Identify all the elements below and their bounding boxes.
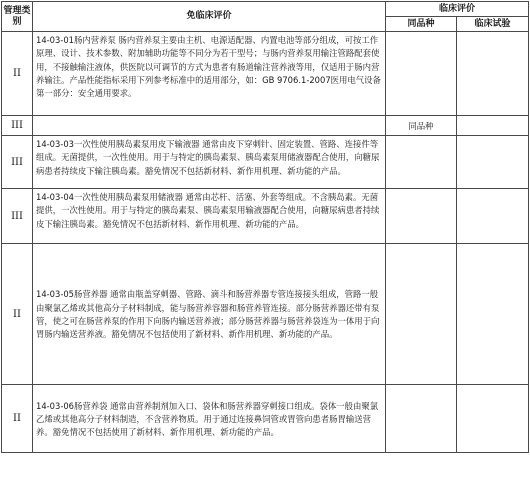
header-category: 管理类别 <box>2 2 33 32</box>
row-category: II <box>2 244 33 385</box>
exemption-table <box>1 1 529 453</box>
row-description: 14-03-01肠内营养泵 肠内营养泵主要由主机、电源适配器、内置电池等部分组成，可按工作原理、设计、技术参数、附加辅助功能等不同分为若干型号；与肠内营养泵用输注管路配套使用，不接触输注液体，供医院以可调节的方式为患者有肠道输注营养液等用，仅适用于肠内营养输注。产品性能指标采用下列参考标准中的适用部分，如：GB 9706.1-2007医用电气设备 第一部分：安全通用要求。 <box>33 32 386 116</box>
row-same-variety <box>386 189 457 244</box>
header-trial: 临床试验 <box>457 17 529 32</box>
row-trial <box>457 244 529 385</box>
table-row <box>2 385 529 453</box>
row-trial <box>457 136 529 189</box>
row-same-variety <box>386 385 457 453</box>
row-category: II <box>2 32 33 116</box>
row-trial <box>457 385 529 453</box>
table-row <box>2 189 529 244</box>
row-description: 14-03-05肠营养器 通常由瓶盖穿刺器、管路、滴斗和肠营养器专管连接接头组成，管路一般由聚氯乙烯或其他高分子材料制成，能与肠营养容器和肠营养管连接。部分肠营养器还带有泵管，使之可在肠营养泵的作用下向肠内输送营养液；部分肠营养器与肠营养袋连为一体用于向胃肠内输送营养液。豁免情况不包括使用了新材料、新作用机理、新功能的产品。 <box>33 244 386 385</box>
table-row <box>2 32 529 116</box>
row-trial <box>457 32 529 116</box>
header-clinical: 临床评价 <box>386 2 529 17</box>
row-description: 14-03-04一次性使用胰岛素泵用储液器 通常由芯杆、活塞、外套等组成。不含胰岛素。无菌提供，一次性使用。用于与特定的胰岛素泵、胰岛素泵用输液器配合使用，向糖尿病患者持续皮下输注胰岛素。豁免情况不包括新材料、新作用机理、新功能的产品。 <box>33 189 386 244</box>
row-category: III <box>2 116 33 136</box>
row-description <box>33 116 386 136</box>
header-exempt: 免临床评价 <box>33 2 386 32</box>
header-same-variety: 同品种 <box>386 17 457 32</box>
row-trial <box>457 189 529 244</box>
table-row <box>2 244 529 385</box>
row-same-variety <box>386 136 457 189</box>
table-row <box>2 116 529 136</box>
row-description: 14-03-06肠营养袋 通常由营养制剂加入口、袋体和肠营养器穿刺接口组成。袋体一般由聚氯乙烯或其他高分子材料制造，不含营养物质。用于通过连接鼻饲管或胃管向患者肠胃输送营养。豁免情况不包括使用了新材料、新作用机理、新功能的产品。 <box>33 385 386 453</box>
row-category: II <box>2 385 33 453</box>
header-row-1 <box>2 2 529 17</box>
row-category: III <box>2 136 33 189</box>
row-same-variety <box>386 32 457 116</box>
row-same-variety <box>386 244 457 385</box>
row-same-variety: 同品种 <box>386 116 457 136</box>
table-row <box>2 136 529 189</box>
row-description: 14-03-03一次性使用胰岛素泵用皮下输液器 通常由皮下穿刺针、固定装置、管路、连接件等组成。无菌提供，一次性使用。用于与特定的胰岛素泵、胰岛素泵用储液器配合使用，向糖尿病患者持续皮下输注胰岛素。豁免情况不包括新材料、新作用机理、新功能的产品。 <box>33 136 386 189</box>
row-category: III <box>2 189 33 244</box>
row-trial <box>457 116 529 136</box>
